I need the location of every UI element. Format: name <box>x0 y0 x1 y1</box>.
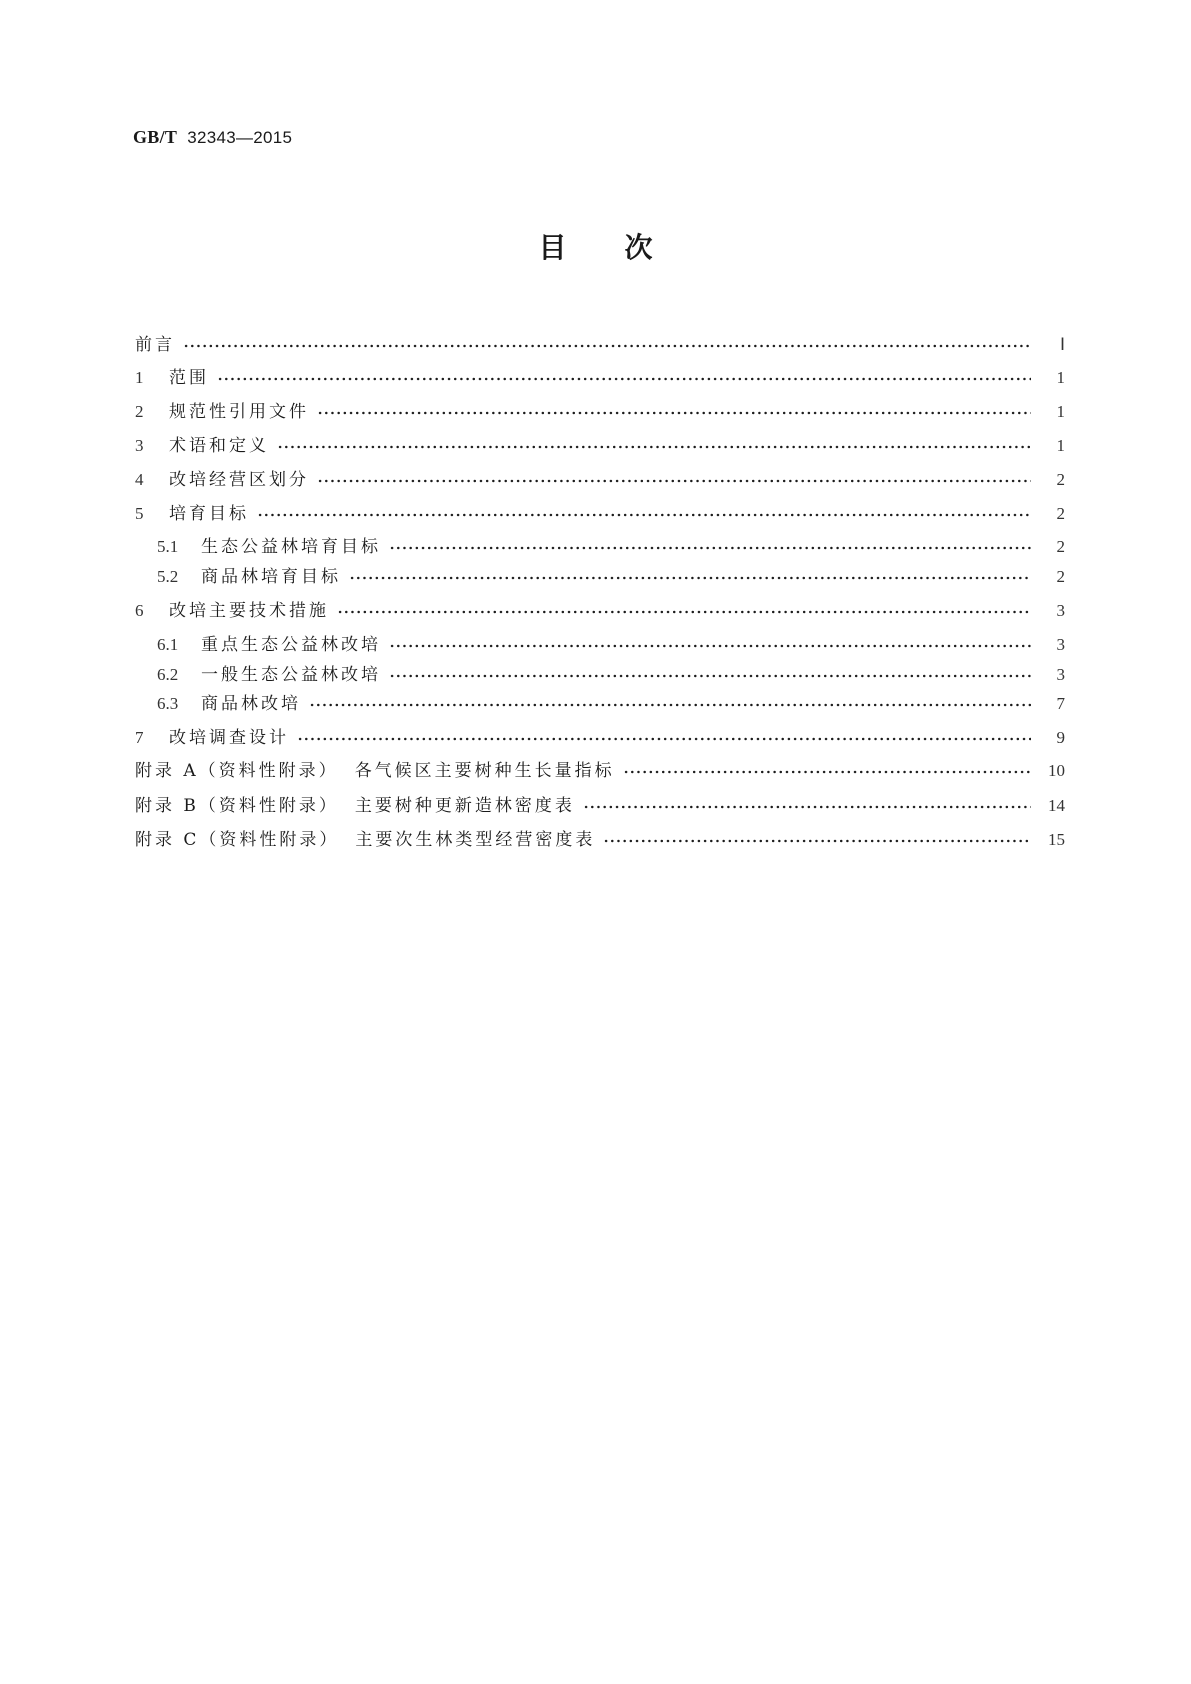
standard-prefix: GB/T <box>133 127 178 147</box>
dot-leader <box>389 545 1031 551</box>
dot-leader <box>623 769 1031 775</box>
toc-entry[interactable] <box>135 431 1065 455</box>
toc-entry-label: 各气候区主要树种生长量指标 <box>354 761 615 781</box>
toc-page-number: Ⅰ <box>1059 335 1065 354</box>
toc-entry[interactable] <box>157 689 1065 713</box>
toc-entry[interactable] <box>135 363 1065 387</box>
toc-entry-label: 重点生态公益林改培 <box>201 635 381 655</box>
toc-entry-number: 5.1 <box>157 537 179 556</box>
dot-leader <box>583 804 1031 810</box>
dot-leader <box>317 478 1031 484</box>
dot-leader <box>317 410 1031 416</box>
toc-entry-number: 1 <box>135 368 144 387</box>
toc-page-number: 1 <box>1056 436 1065 455</box>
toc-entry[interactable] <box>135 756 1065 780</box>
toc-page-number: 3 <box>1056 635 1065 654</box>
toc-entry[interactable] <box>135 330 1065 354</box>
toc-entry[interactable] <box>135 723 1065 747</box>
toc-page-number: 14 <box>1048 796 1065 815</box>
title-char-2: 次 <box>624 231 653 264</box>
toc-entry-label: 生态公益林培育目标 <box>201 537 381 557</box>
toc-page-number: 1 <box>1056 402 1065 421</box>
toc-entry[interactable] <box>157 562 1065 586</box>
page-title <box>0 226 1191 266</box>
toc-entry-label: 一般生态公益林改培 <box>201 665 381 685</box>
toc-entry[interactable] <box>135 499 1065 523</box>
toc-page-number: 3 <box>1056 665 1065 684</box>
toc-page-number: 2 <box>1056 567 1065 586</box>
dot-leader <box>217 376 1031 382</box>
toc-entry-number: 6.1 <box>157 635 179 654</box>
toc-appendix-tag: 附录 C（资料性附录） <box>135 830 340 850</box>
title-char-1: 目 <box>538 231 567 264</box>
toc-entry[interactable] <box>157 532 1065 556</box>
toc-page-number: 1 <box>1056 368 1065 387</box>
dot-leader <box>389 643 1031 649</box>
toc-entry[interactable] <box>157 660 1065 684</box>
toc-entry[interactable] <box>135 596 1065 620</box>
dot-leader <box>603 838 1031 844</box>
toc-entry-number: 3 <box>135 436 144 455</box>
toc-entry-label: 改培主要技术措施 <box>169 601 329 621</box>
toc-entry-label: 规范性引用文件 <box>169 402 309 422</box>
toc-entry-label: 商品林培育目标 <box>201 567 341 587</box>
toc-entry-number: 5.2 <box>157 567 179 586</box>
toc-entry-label: 术语和定义 <box>169 436 269 456</box>
toc-entry[interactable] <box>135 465 1065 489</box>
toc-page-number: 2 <box>1056 537 1065 556</box>
toc-entry-label: 改培经营区划分 <box>169 470 309 490</box>
toc-entry-number: 6 <box>135 601 144 620</box>
toc-page-number: 9 <box>1056 728 1065 747</box>
toc-entry-number: 6.3 <box>157 694 179 713</box>
toc-appendix-tag: 附录 A（资料性附录） <box>135 761 339 781</box>
toc-entry-number: 2 <box>135 402 144 421</box>
toc-entry-label: 商品林改培 <box>201 694 301 714</box>
toc-entry-number: 7 <box>135 728 144 747</box>
dot-leader <box>309 702 1031 708</box>
toc-entry[interactable] <box>135 791 1065 815</box>
toc-entry-number: 5 <box>135 504 144 523</box>
toc-page-number: 2 <box>1056 504 1065 523</box>
toc-entry-label: 主要次生林类型经营密度表 <box>355 830 596 850</box>
standard-number: 32343—2015 <box>187 128 293 147</box>
dot-leader <box>277 444 1031 450</box>
dot-leader <box>349 575 1031 581</box>
dot-leader <box>297 736 1031 742</box>
toc-entry-number: 6.2 <box>157 665 179 684</box>
dot-leader <box>337 609 1031 615</box>
toc-page-number: 3 <box>1056 601 1065 620</box>
toc-entry-label: 主要树种更新造林密度表 <box>354 796 575 816</box>
toc-page-number: 10 <box>1048 761 1065 780</box>
toc-entry[interactable] <box>157 630 1065 654</box>
toc-page-number: 15 <box>1048 830 1065 849</box>
toc-entry-label: 范围 <box>169 368 209 388</box>
toc-entry-number: 4 <box>135 470 144 489</box>
dot-leader <box>257 512 1031 518</box>
toc-entry[interactable] <box>135 825 1065 849</box>
dot-leader <box>389 673 1031 679</box>
toc-appendix-tag: 附录 B（资料性附录） <box>135 796 339 816</box>
toc-entry-label: 改培调查设计 <box>169 728 289 748</box>
toc-page-number: 2 <box>1056 470 1065 489</box>
toc-page-number: 7 <box>1056 694 1065 713</box>
toc-entry-label: 培育目标 <box>169 504 249 524</box>
toc-entry-label: 前言 <box>135 335 175 355</box>
dot-leader <box>183 343 1031 349</box>
toc-entry[interactable] <box>135 397 1065 421</box>
standard-code <box>133 127 292 148</box>
